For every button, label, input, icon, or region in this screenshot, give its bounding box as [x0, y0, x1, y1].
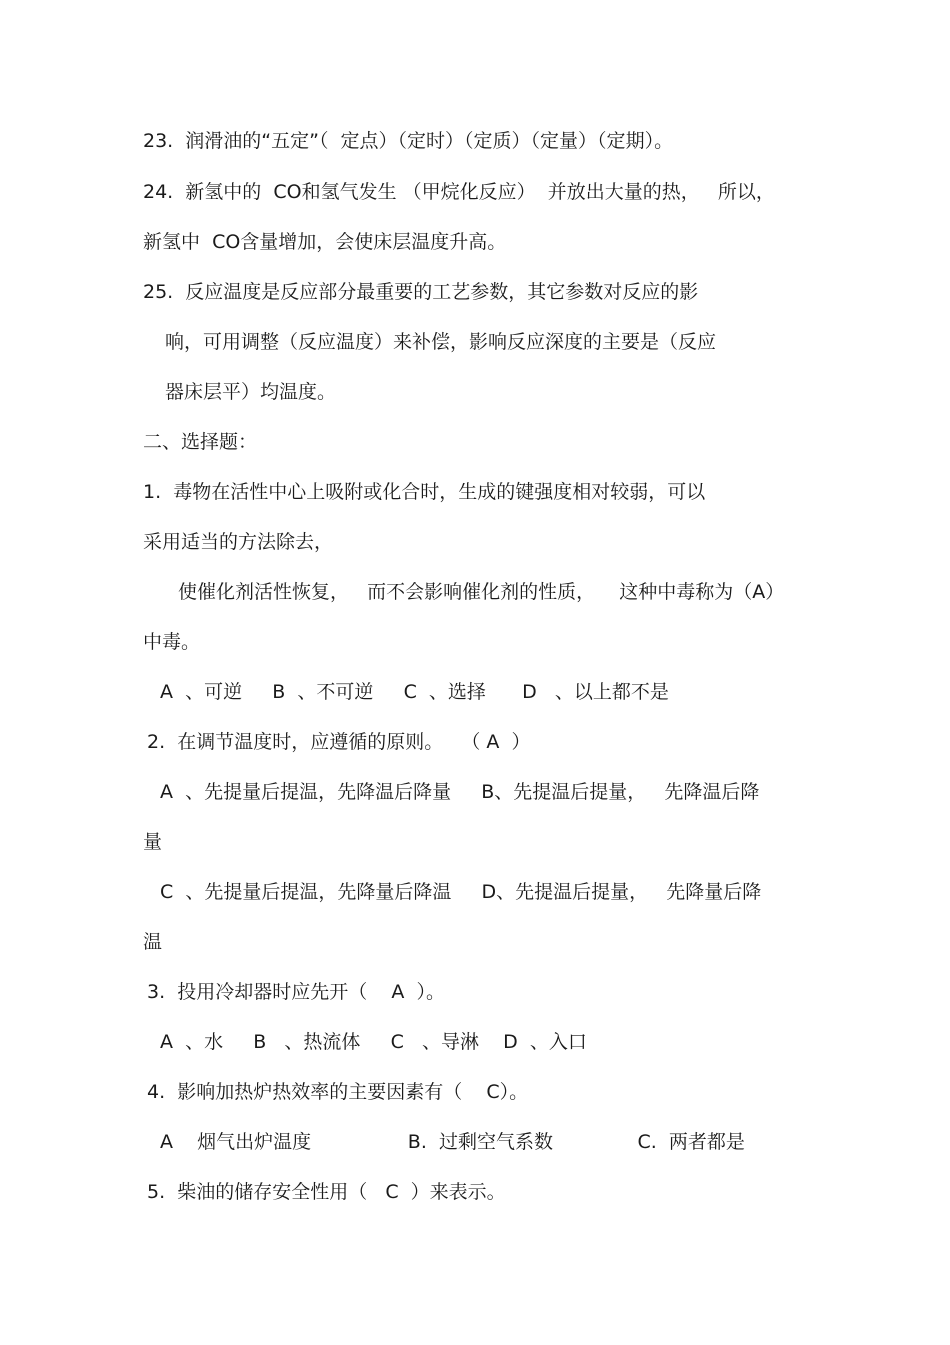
text-line: 新氢中 CO含量增加，会使床层温度升高。 — [143, 231, 507, 253]
question-text: 1. 毒物在活性中心上吸附或化合时，生成的键强度相对较弱，可以 — [143, 481, 706, 503]
text-line: 24. 新氢中的 CO和氢气发生 （甲烷化反应） 并放出大量的热， 所以， — [143, 181, 775, 203]
question-text: 2. 在调节温度时，应遵循的原则。 （ A ） — [147, 731, 531, 753]
text-line: 25. 反应温度是反应部分最重要的工艺参数，其它参数对反应的影 — [143, 281, 699, 303]
question-text: 3. 投用冷却器时应先开（ A ）。 — [147, 981, 445, 1003]
text-line: 23. 润滑油的“五定”（ 定点）（定时）（定质）（定量）（定期）。 — [143, 130, 674, 152]
question-text: 使催化剂活性恢复， 而不会影响催化剂的性质， 这种中毒称为（A） — [178, 581, 785, 603]
answer-options: C 、先提量后提温，先降量后降温 D、先提温后提量， 先降量后降 — [160, 881, 762, 903]
text-line: 响，可用调整（反应温度）来补偿，影响反应深度的主要是（反应 — [165, 331, 717, 353]
question-text: 采用适当的方法除去， — [143, 531, 334, 553]
section-heading: 二、选择题： — [143, 431, 258, 453]
question-text: 4. 影响加热炉热效率的主要因素有（ C）。 — [147, 1081, 529, 1103]
answer-options: 量 — [143, 831, 163, 853]
answer-options: A 、可逆 B 、不可逆 C 、选择 D 、以上都不是 — [160, 681, 669, 703]
answer-options: 温 — [143, 931, 163, 953]
text-line: 器床层平）均温度。 — [165, 381, 337, 403]
question-text: 中毒。 — [143, 631, 201, 653]
question-text: 5. 柴油的储存安全性用（ C ）来表示。 — [147, 1181, 506, 1203]
answer-options: A 烟气出炉温度 B. 过剩空气系数 C. 两者都是 — [160, 1131, 745, 1153]
answer-options: A 、水 B 、热流体 C 、导淋 D 、入口 — [160, 1031, 587, 1053]
answer-options: A 、先提量后提温，先降温后降量 B、先提温后提量， 先降温后降 — [160, 781, 760, 803]
